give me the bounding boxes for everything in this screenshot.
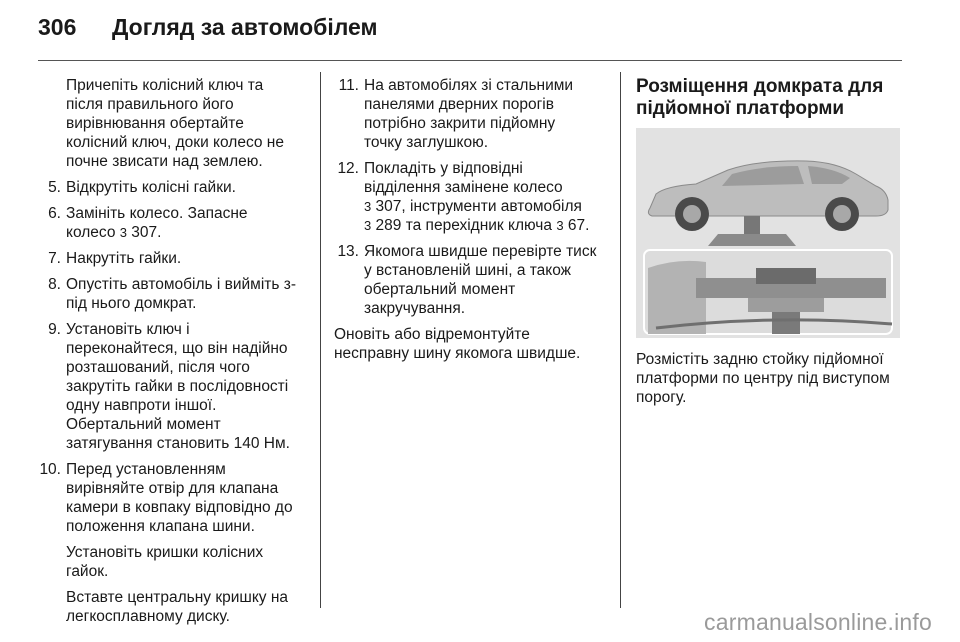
page-reference-arrow-icon: 3 [119,225,127,240]
step-number: 9. [48,321,61,338]
text-line: після правильного його [66,96,234,113]
header-rule [38,60,902,61]
text-line: Опустіть автомобіль і вийміть з- [66,276,297,293]
page-title: Догляд за автомобілем [112,14,378,40]
page-reference-arrow-icon: 3 [556,218,564,233]
text-span: колесо [66,224,116,241]
step-6 [36,204,306,242]
heading-line: підйомної платформи [636,98,845,119]
text-line: розташований, після чого [66,359,250,376]
column-1 [36,76,306,633]
step-number: 5. [48,179,61,196]
text-line: Замініть колесо. Запасне [66,205,248,222]
text-line: відділення замінене колесо [364,179,563,196]
text-line: точку заглушкою. [364,134,489,151]
text-line: почне звисати над землею. [66,153,263,170]
text-line: переконайтеся, що він надійно [66,340,288,357]
text-span: 289 та перехідник ключа [371,217,557,234]
page-reference-arrow-icon: 3 [364,199,372,214]
text-line: вирівняйте отвір для клапана [66,480,279,497]
text-line: порогу. [636,389,687,406]
text-line: Обертальний момент [66,416,221,433]
repair-paragraph [334,325,608,363]
watermark: carmanualsonline.info [704,609,932,635]
lift-platform-illustration [636,128,900,338]
center-cap-paragraph [36,588,306,626]
step-number: 11. [338,77,359,94]
text-line: несправну шину якомога швидше. [334,345,581,362]
step-11 [334,76,608,152]
text-line: Вставте центральну кришку на [66,589,289,606]
step-number: 12. [337,160,359,177]
text-line: колісний ключ, доки колесо не [66,134,284,151]
step-10 [36,460,306,536]
text-line: затягування становить 140 Нм. [66,435,290,452]
text-line: обертальний момент [364,281,516,298]
intro-paragraph [36,76,306,171]
step-number: 13. [337,243,359,260]
text-span: 67. [563,217,590,234]
step-number: 8. [48,276,61,293]
text-line: Відкрутіть колісні гайки. [66,179,236,196]
text-line: Перед установленням [66,461,226,478]
text-line [66,223,306,242]
page-number: 306 [38,14,77,40]
text-span: 307, інструменти автомобіля [371,198,582,215]
heading-line: Розміщення домкрата для [636,76,884,97]
text-line: у встановленій шині, а також [364,262,572,279]
text-line: Установіть ключ і [66,321,190,338]
text-line: закручування. [364,300,466,317]
text-line: Покладіть у відповідні [364,160,523,177]
text-line: Розмістіть задню стойку підйомної [636,351,884,368]
page-reference-arrow-icon: 3 [364,218,372,233]
text-line: Накрутіть гайки. [66,250,182,267]
section-heading [636,76,904,120]
text-line: Установіть кришки колісних [66,544,264,561]
illustration-caption [636,350,904,407]
text-line: гайок. [66,563,109,580]
step-number: 7. [48,250,61,267]
column-divider-2 [620,72,621,608]
text-span: 307. [127,224,162,241]
step-8 [36,275,306,313]
text-line [364,216,608,235]
column-2 [334,76,608,370]
text-line: Оновіть або відремонтуйте [334,326,530,343]
caps-paragraph [36,543,306,581]
step-7 [36,249,306,268]
step-12 [334,159,608,235]
text-line: На автомобілях зі стальними [364,77,574,94]
step-number: 10. [39,461,61,478]
text-line: платформи по центру під виступом [636,370,890,387]
text-line: вирівнювання обертайте [66,115,244,132]
text-line [364,197,608,216]
step-number: 6. [48,205,61,222]
page-header [38,14,902,54]
text-line: легкосплавному диску. [66,608,230,625]
step-5 [36,178,306,197]
text-line: закрутіть гайки в послідовності [66,378,289,395]
text-line: під нього домкрат. [66,295,197,312]
step-13 [334,242,608,318]
text-line: панелями дверних порогів [364,96,554,113]
column-divider-1 [320,72,321,608]
step-9 [36,320,306,453]
text-line: положення клапана шини. [66,518,255,535]
column-3 [636,76,904,414]
text-line: камери в ковпаку відповідно до [66,499,293,516]
text-line: потрібно закрити підйомну [364,115,556,132]
text-line: Якомога швидше перевірте тиск [364,243,597,260]
text-line: одну навпроти іншої. [66,397,217,414]
text-line: Причепіть колісний ключ та [66,77,264,94]
